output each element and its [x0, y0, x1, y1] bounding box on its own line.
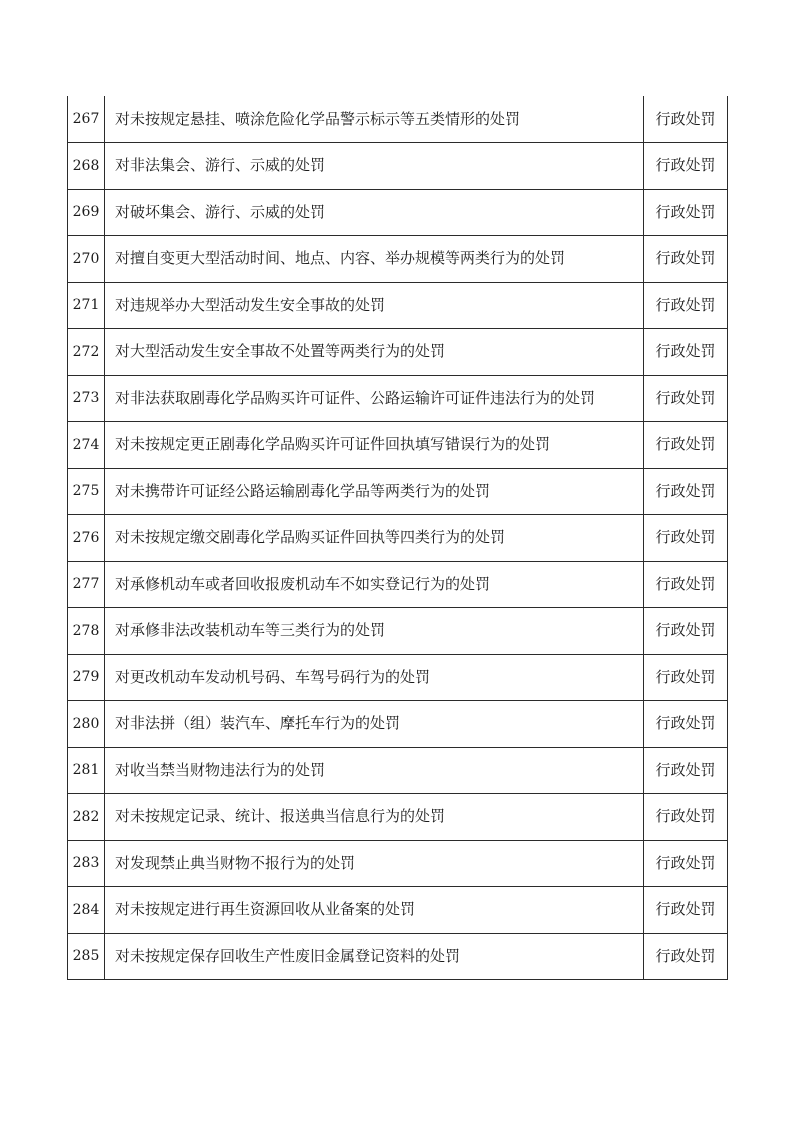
penalty-item-name: 对未携带许可证经公路运输剧毒化学品等两类行为的处罚 — [105, 468, 644, 515]
power-type: 行政处罚 — [644, 189, 728, 236]
table-row — [68, 143, 728, 190]
penalty-item-name: 对发现禁止典当财物不报行为的处罚 — [105, 840, 644, 887]
table-row — [68, 701, 728, 748]
penalty-item-name: 对承修机动车或者回收报废机动车不如实登记行为的处罚 — [105, 561, 644, 608]
row-number: 271 — [68, 282, 105, 329]
table-row — [68, 236, 728, 283]
power-type: 行政处罚 — [644, 329, 728, 376]
table-row — [68, 561, 728, 608]
power-type: 行政处罚 — [644, 96, 728, 143]
table-row — [68, 468, 728, 515]
penalty-item-name: 对未按规定缴交剧毒化学品购买证件回执等四类行为的处罚 — [105, 515, 644, 562]
table-row — [68, 375, 728, 422]
power-type: 行政处罚 — [644, 840, 728, 887]
penalty-item-name: 对非法获取剧毒化学品购买许可证件、公路运输许可证件违法行为的处罚 — [105, 375, 644, 422]
row-number: 277 — [68, 561, 105, 608]
table-row — [68, 96, 728, 143]
row-number: 284 — [68, 887, 105, 934]
power-type: 行政处罚 — [644, 561, 728, 608]
table-row — [68, 933, 728, 980]
penalty-item-name: 对未按规定进行再生资源回收从业备案的处罚 — [105, 887, 644, 934]
row-number: 279 — [68, 654, 105, 701]
row-number: 268 — [68, 143, 105, 190]
power-type: 行政处罚 — [644, 747, 728, 794]
row-number: 276 — [68, 515, 105, 562]
table-row — [68, 282, 728, 329]
table-row — [68, 189, 728, 236]
power-type: 行政处罚 — [644, 794, 728, 841]
row-number: 285 — [68, 933, 105, 980]
table-row — [68, 794, 728, 841]
power-type: 行政处罚 — [644, 375, 728, 422]
table-row — [68, 747, 728, 794]
row-number: 269 — [68, 189, 105, 236]
row-number: 270 — [68, 236, 105, 283]
table-row — [68, 608, 728, 655]
power-type: 行政处罚 — [644, 236, 728, 283]
penalty-item-name: 对收当禁当财物违法行为的处罚 — [105, 747, 644, 794]
power-type: 行政处罚 — [644, 468, 728, 515]
table-row — [68, 887, 728, 934]
penalty-item-name: 对未按规定保存回收生产性废旧金属登记资料的处罚 — [105, 933, 644, 980]
power-type: 行政处罚 — [644, 282, 728, 329]
row-number: 272 — [68, 329, 105, 376]
penalty-items-table — [67, 96, 728, 980]
power-type: 行政处罚 — [644, 422, 728, 469]
penalty-items-table-wrapper — [67, 96, 727, 980]
table-row — [68, 840, 728, 887]
row-number: 275 — [68, 468, 105, 515]
table-row — [68, 515, 728, 562]
row-number: 278 — [68, 608, 105, 655]
row-number: 273 — [68, 375, 105, 422]
penalty-item-name: 对非法拼（组）装汽车、摩托车行为的处罚 — [105, 701, 644, 748]
table-body — [68, 96, 728, 980]
penalty-item-name: 对更改机动车发动机号码、车驾号码行为的处罚 — [105, 654, 644, 701]
row-number: 267 — [68, 96, 105, 143]
row-number: 280 — [68, 701, 105, 748]
row-number: 283 — [68, 840, 105, 887]
penalty-item-name: 对未按规定更正剧毒化学品购买许可证件回执填写错误行为的处罚 — [105, 422, 644, 469]
row-number: 274 — [68, 422, 105, 469]
power-type: 行政处罚 — [644, 887, 728, 934]
penalty-item-name: 对未按规定记录、统计、报送典当信息行为的处罚 — [105, 794, 644, 841]
power-type: 行政处罚 — [644, 143, 728, 190]
penalty-item-name: 对违规举办大型活动发生安全事故的处罚 — [105, 282, 644, 329]
power-type: 行政处罚 — [644, 654, 728, 701]
power-type: 行政处罚 — [644, 701, 728, 748]
penalty-item-name: 对擅自变更大型活动时间、地点、内容、举办规模等两类行为的处罚 — [105, 236, 644, 283]
penalty-item-name: 对破坏集会、游行、示威的处罚 — [105, 189, 644, 236]
power-type: 行政处罚 — [644, 608, 728, 655]
row-number: 282 — [68, 794, 105, 841]
row-number: 281 — [68, 747, 105, 794]
table-row — [68, 329, 728, 376]
power-type: 行政处罚 — [644, 933, 728, 980]
penalty-item-name: 对大型活动发生安全事故不处置等两类行为的处罚 — [105, 329, 644, 376]
table-row — [68, 422, 728, 469]
penalty-item-name: 对承修非法改装机动车等三类行为的处罚 — [105, 608, 644, 655]
penalty-item-name: 对非法集会、游行、示威的处罚 — [105, 143, 644, 190]
penalty-item-name: 对未按规定悬挂、喷涂危险化学品警示标示等五类情形的处罚 — [105, 96, 644, 143]
power-type: 行政处罚 — [644, 515, 728, 562]
table-row — [68, 654, 728, 701]
